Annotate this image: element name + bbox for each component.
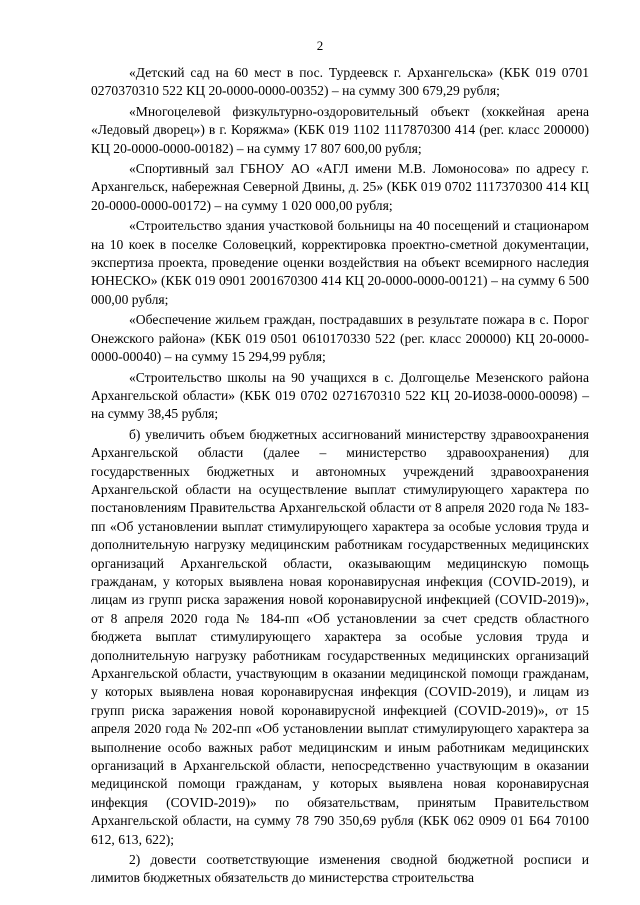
paragraph-kindergarten-turdeevsk: «Детский сад на 60 мест в пос. Турдеевск г. Архангельска» (КБК 019 0701 0270370310 522 КЦ 20-0000-0000-00352) – на сумму 300 679,29 рубля;	[91, 65, 589, 99]
paragraph-sports-hall-agl: «Спортивный зал ГБНОУ АО «АГЛ имени М.В. Ломоносова» по адресу г. Архангельск, набережная Северной Двины, д. 25» (КБК 019 0702 1117370300 414 КЦ 20-0000-0000-00172) – на сумму 1 020 000,00 рубля;	[91, 161, 589, 213]
paragraph-hospital-solovetsky: «Строительство здания участковой больницы на 40 посещений и стационаром на 10 коек в поселке Соловецкий, корректировка проектно-сметной документации, экспертиза проекта, проведение оценки воздействия на объект всемирного наследия ЮНЕСКО» (КБК 019 0901 2001670300 414 КЦ 20-0000-0000-00121) – на сумму 6 500 000,00 рубля;	[91, 218, 589, 307]
document-body	[91, 64, 589, 890]
page-number: 2	[316, 38, 324, 53]
paragraph-item-b-healthcare: б) увеличить объем бюджетных ассигнований министерству здравоохранения Архангельской области (далее – министерство здравоохранения) для государственных бюджетных и автономных учреждений здравоохранения Архангельской области на осуществление выплат стимулирующего характера по постановлениям Правительства Архангельской области от 8 апреля 2020 года № 183-пп «Об установлении выплат стимулирующего характера за особые условия труда и дополнительную нагрузку медицинским работникам государственных медицинских организаций Архангельской области, оказывающим медицинскую помощь гражданам, у которых выявлена новая коронавирусная инфекция (COVID-2019), и лицам из групп риска заражения новой коронавирусной инфекцией (COVID-2019)», от 8 апреля 2020 года № 184-пп «Об установлении за счет средств областного бюджета выплат стимулирующего характера за особые условия труда и дополнительную нагрузку работникам государственных медицинских организаций Архангельской области, участвующим в оказании медицинской помощи гражданам, у которых выявлена новая коронавирусная инфекция (COVID-2019), и лицам из групп риска заражения новой коронавирусной инфекцией (COVID-2019)», от 15 апреля 2020 года № 202-пп «Об установлении выплат стимулирующего характера за выполнение особо важных работ медицинским и иным работникам медицинских организаций в Архангельской области, непосредственно участвующим в оказании медицинской помощи гражданам, у которых выявлена новая коронавирусная инфекция (COVID-2019)» по обязательствам, принятым Правительством Архангельской области, на сумму 78 790 350,69 рубля (КБК 062 0909 01 Б64 70100 612, 613, 622);	[91, 426, 589, 847]
paragraph-housing-porog: «Обеспечение жильем граждан, пострадавших в результате пожара в с. Порог Онежского района» (КБК 019 0501 0610170330 522 (рег. класс 200000) КЦ 20-0000-0000-00040) – на сумму 15 294,99 рубля;	[91, 312, 589, 365]
paragraph-school-dolgoshchelye: «Строительство школы на 90 учащихся в с. Долгощелье Мезенского района Архангельской области» (КБК 019 0702 0271670310 522 КЦ 20-И038-0000-00098) – на сумму 38,45 рубля;	[91, 369, 589, 422]
paragraph-item-2: 2) довести соответствующие изменения сводной бюджетной росписи и лимитов бюджетных обязательств до министерства строительства	[91, 852, 589, 886]
paragraph-ice-palace-koryazhma: «Многоцелевой физкультурно-оздоровительный объект (хоккейная арена «Ледовый дворец») в г. Коряжма» (КБК 019 1102 1117870300 414 (рег. класс 200000) КЦ 20-0000-0000-00182) – на сумму 17 807 600,00 рубля;	[91, 103, 589, 156]
